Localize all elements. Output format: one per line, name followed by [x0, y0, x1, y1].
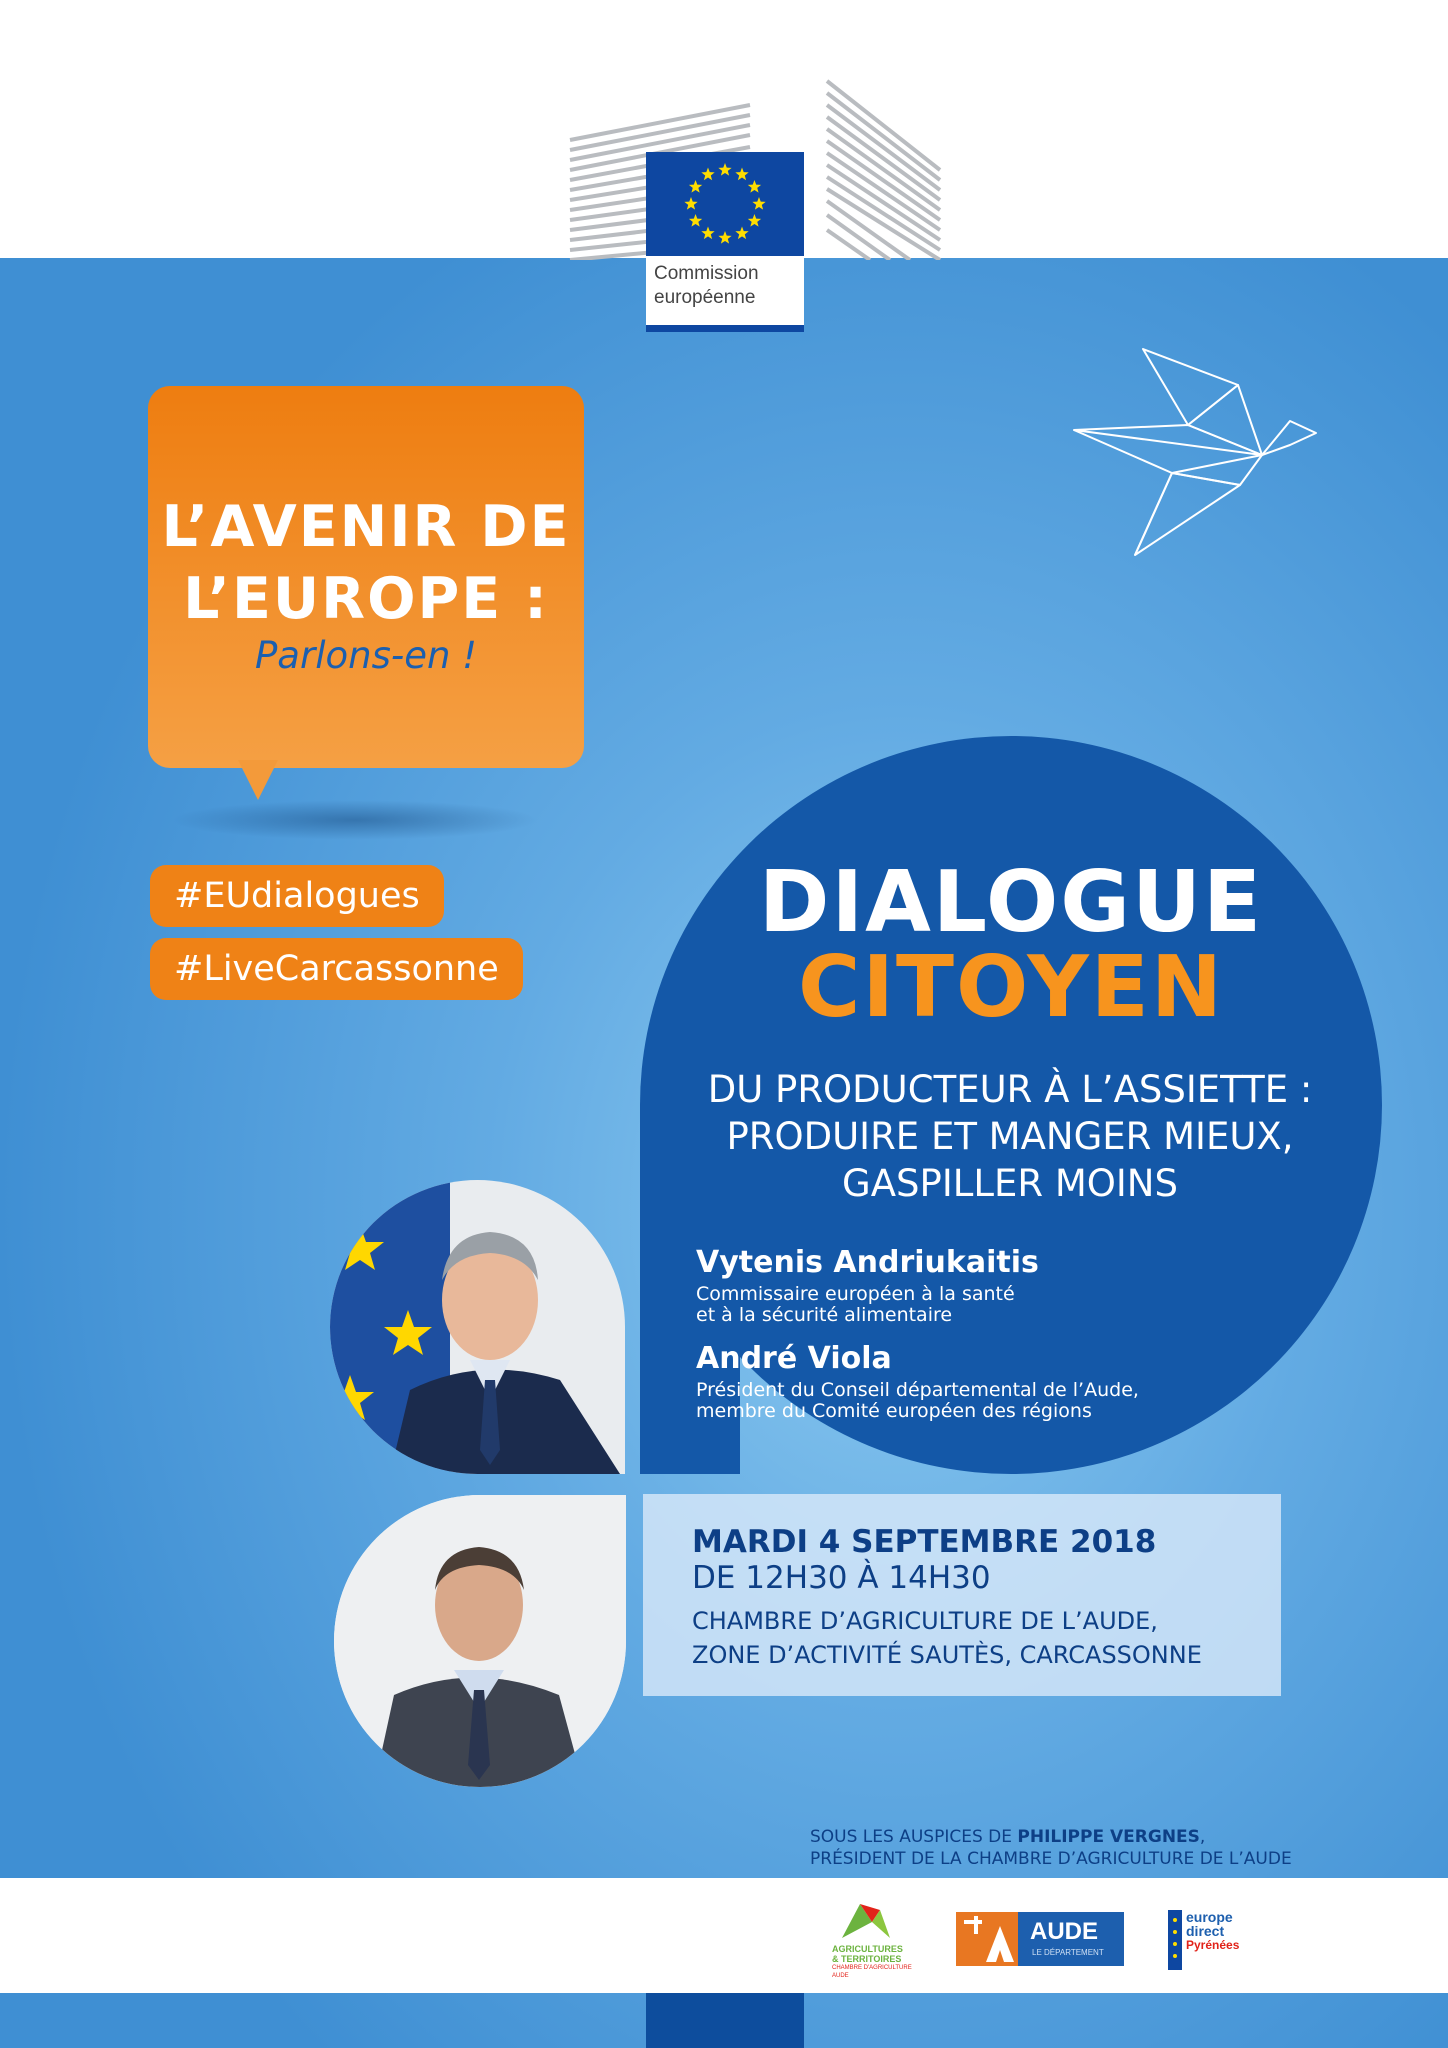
speaker2-photo	[334, 1495, 626, 1787]
speaker1-photo	[330, 1180, 625, 1474]
event-title-line2: CITOYEN	[798, 938, 1224, 1037]
chambre-agriculture-mark-icon	[832, 1900, 912, 1940]
headline-line2: L’EUROPE :	[183, 566, 549, 632]
ec-logo-text	[654, 262, 759, 310]
origami-dove-icon	[1070, 345, 1320, 560]
eu-star-icon	[735, 168, 748, 181]
chambre-line1: AGRICULTURES	[832, 1944, 903, 1954]
auspices-line2: PRÉSIDENT DE LA CHAMBRE D’AGRICULTURE DE L’AUDE	[810, 1849, 1292, 1869]
hashtag-livecarcassonne[interactable]: #LiveCarcassonne	[150, 938, 523, 1000]
eu-stars-icon	[646, 152, 804, 256]
aude-name: AUDE	[1030, 1918, 1099, 1945]
auspices-name: PHILIPPE VERGNES	[1017, 1827, 1200, 1847]
eu-star-icon	[684, 197, 697, 210]
aude-departement-logo[interactable]	[956, 1912, 1124, 1966]
event-date: MARDI 4 SEPTEMBRE 2018	[692, 1524, 1157, 1560]
headline-subtitle: Parlons-en !	[255, 634, 477, 677]
bubble-tail	[238, 760, 278, 800]
auspices-suffix: ,	[1199, 1827, 1206, 1847]
aude-symbol	[956, 1912, 1018, 1966]
speaker1-role-line2: et à la sécurité alimentaire	[696, 1304, 953, 1326]
aude-sub: LE DÉPARTEMENT	[1032, 1948, 1104, 1957]
event-subject-line3: GASPILLER MOINS	[842, 1162, 1178, 1205]
event-time: DE 12H30 À 14H30	[692, 1560, 991, 1596]
speaker2-role-line1: Président du Conseil départemental de l’Aude,	[696, 1379, 1139, 1401]
event-location-line1: CHAMBRE D’AGRICULTURE DE L’AUDE,	[692, 1607, 1158, 1635]
speaker1-role-line1: Commissaire européen à la santé	[696, 1283, 1015, 1305]
eu-star-icon	[718, 231, 731, 244]
eu-flag	[646, 152, 804, 256]
speaker1-role	[696, 1284, 1015, 1326]
eu-star-icon	[748, 214, 761, 227]
hashtag-eudialogues[interactable]: #EUdialogues	[150, 865, 444, 927]
europe-direct-flag-icon	[1168, 1910, 1182, 1970]
event-location-line2: ZONE D’ACTIVITÉ SAUTÈS, CARCASSONNE	[692, 1641, 1202, 1669]
eu-star-icon	[735, 226, 748, 239]
auspices-text	[810, 1826, 1292, 1870]
event-title-line1: DIALOGUE	[758, 853, 1264, 952]
eu-star-icon	[701, 226, 714, 239]
europe-direct-line1: europe	[1186, 1909, 1233, 1925]
speaker2-role	[696, 1380, 1139, 1422]
europe-direct-line2: direct	[1186, 1923, 1225, 1939]
bottom-accent-bar	[646, 1993, 804, 2048]
europe-direct-line3: Pyrénées	[1186, 1938, 1240, 1952]
headline-bubble	[148, 386, 584, 768]
ec-logo-underline	[646, 325, 804, 332]
eu-star-icon	[718, 163, 731, 176]
event-subject-line2: PRODUIRE ET MANGER MIEUX,	[726, 1115, 1294, 1158]
auspices-prefix: SOUS LES AUSPICES DE	[810, 1827, 1018, 1847]
ec-logo-line2: européenne	[654, 287, 756, 308]
headline-title	[148, 491, 584, 635]
ec-logo-line1: Commission	[654, 263, 759, 284]
headline-line1: L’AVENIR DE	[161, 494, 571, 560]
aude-cross-icon	[956, 1912, 1018, 1966]
event-subject-line1: DU PRODUCTEUR À L’ASSIETTE :	[707, 1068, 1313, 1111]
europe-direct-text	[1186, 1910, 1239, 1952]
eu-star-icon	[752, 197, 765, 210]
eu-star-icon	[701, 168, 714, 181]
chambre-line4: AUDE	[832, 1973, 849, 1979]
aude-name-panel	[1018, 1912, 1124, 1966]
ec-logo	[646, 152, 804, 332]
chambre-agriculture-logo[interactable]	[832, 1900, 912, 1985]
bubble-shadow	[170, 800, 540, 840]
eu-star-icon	[689, 180, 702, 193]
chambre-line2: & TERRITOIRES	[832, 1954, 902, 1964]
eu-star-icon	[689, 214, 702, 227]
event-details-box	[643, 1494, 1281, 1696]
speaker2-name: André Viola	[696, 1341, 892, 1376]
auspices-line1	[810, 1826, 1292, 1848]
europe-direct-pyrenees-logo[interactable]	[1168, 1900, 1248, 1978]
event-subject	[660, 1066, 1360, 1207]
chambre-line3: CHAMBRE D'AGRICULTURE	[832, 1965, 912, 1971]
speaker2-role-line2: membre du Comité européen des régions	[696, 1400, 1092, 1422]
event-location	[692, 1604, 1202, 1672]
speaker1-name: Vytenis Andriukaitis	[696, 1245, 1039, 1280]
eu-star-icon	[748, 180, 761, 193]
